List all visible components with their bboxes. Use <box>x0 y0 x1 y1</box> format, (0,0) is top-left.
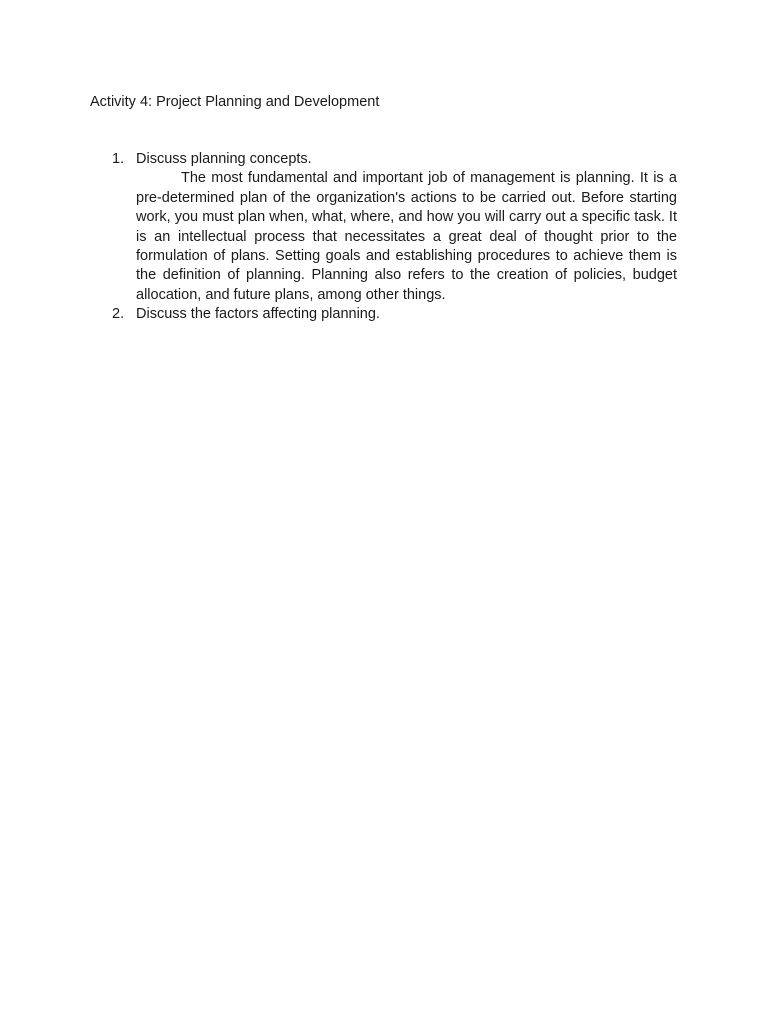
list-item <box>0 150 768 305</box>
numbered-list <box>0 150 768 325</box>
list-item-number: 1. <box>112 151 125 167</box>
list-item-heading: Discuss the factors affecting planning. <box>136 306 380 323</box>
document-title: Activity 4: Project Planning and Development <box>90 94 380 110</box>
list-item-number: 2. <box>112 306 125 323</box>
list-item <box>0 305 768 324</box>
list-item-heading: Discuss planning concepts. <box>136 151 312 167</box>
list-item-body: The most fundamental and important job of management is planning. It is a pre-determined plan of the organization's actions to be carried out. Before starting work, you must plan when, what, where, and how you will carry out a specific task. It is an intellectual process that necessitates a great deal of thought prior to the formulation of plans. Setting goals and establishing procedures to achieve them is the definition of planning. Planning also refers to the creation of policies, budget allocation, and future plans, among other things. <box>136 170 677 303</box>
